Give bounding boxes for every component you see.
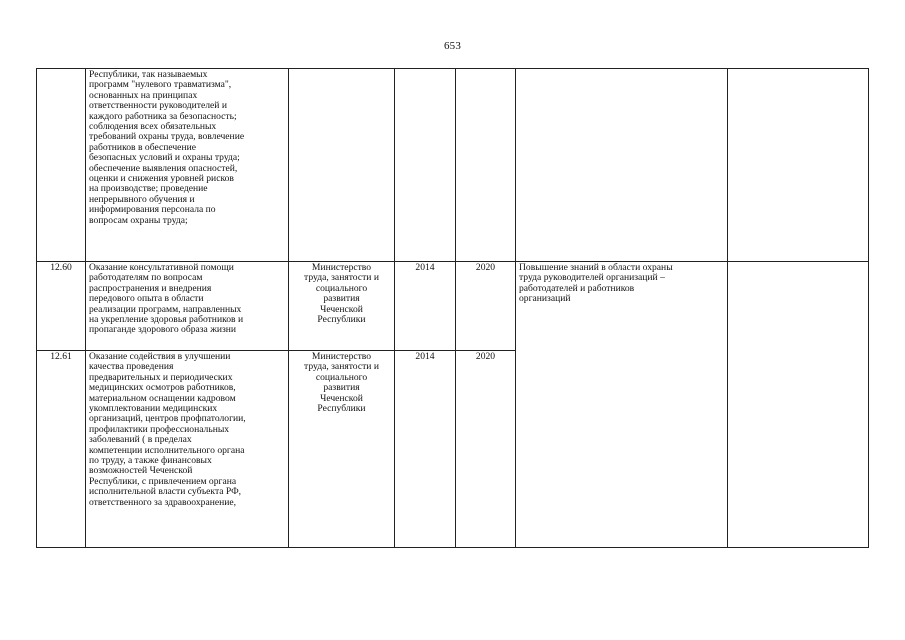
end-year-cell: 2020 [456, 262, 516, 351]
executor-cell: Министерство труда, занятости и социального развития Чеченской Республики [289, 351, 395, 548]
row-number-cell: 12.61 [37, 351, 86, 548]
executor-cell: Министерство труда, занятости и социального развития Чеченской Республики [289, 262, 395, 351]
row-number-cell [37, 69, 86, 262]
extra-cell [728, 262, 869, 548]
start-year-cell: 2014 [395, 351, 456, 548]
result-cell [516, 69, 728, 262]
start-year-cell [395, 69, 456, 262]
measure-text-cell: Республики, так называемых программ "нулевого травматизма", основанных на принципах ответственности руководителей и каждого работника за безопасность; соблюдения всех обязательных требований охраны труда, вовлечение работников в обеспечение безопасных условий и охраны труда; обеспечение выявления опасностей, оценки и снижения уровней рисков на производстве; проведение непрерывного обучения и информирования персонала по вопросам охраны труда; [86, 69, 289, 262]
measure-text-cell: Оказание содействия в улучшении качества проведения предварительных и периодических медицинских осмотров работников, материальном оснащении кадровом укомплектовании медицинских организаций, центров профпатологии, профилактики профессиональных заболеваний ( в пределах компетенции исполнительного органа по труду, а также финансовых возможностей Чеченской Республики, с привлечением органа исполнительной власти субъекта РФ, ответственного за здравоохранение, [86, 351, 289, 548]
page-number: 653 [443, 40, 462, 52]
result-cell: Повышение знаний в области охраны труда руководителей организаций – работодателей и работников организаций [516, 262, 728, 548]
end-year-cell: 2020 [456, 351, 516, 548]
measure-text-cell: Оказание консультативной помощи работодателям по вопросам распространения и внедрения передового опыта в области реализации программ, направленных на укрепление здоровья работников и пропаганде здорового образа жизни [86, 262, 289, 351]
start-year-cell: 2014 [395, 262, 456, 351]
end-year-cell [456, 69, 516, 262]
measures-table [36, 68, 869, 548]
table-row [37, 69, 869, 262]
row-number-cell: 12.60 [37, 262, 86, 351]
executor-cell [289, 69, 395, 262]
table-row [37, 262, 869, 351]
extra-cell [728, 69, 869, 262]
